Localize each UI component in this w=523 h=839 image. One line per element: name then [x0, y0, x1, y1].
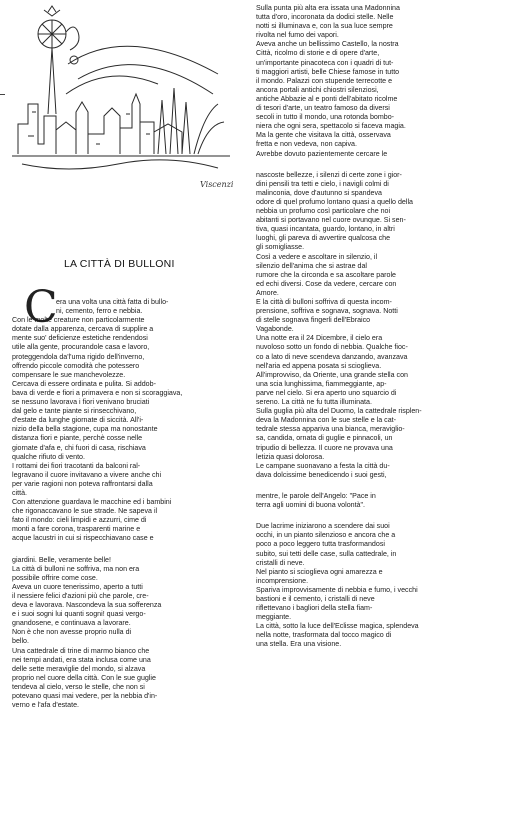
text-line: mentre, le parole dell'Angelo: "Pace in [256, 491, 376, 500]
text-line: Le campane suonavano a festa la città du- [256, 461, 390, 470]
text-line: cristalli di neve. [256, 558, 305, 567]
text-line [256, 513, 516, 522]
text-line: gnandosene, e continuava a lavorare. [12, 619, 131, 628]
text-line [256, 483, 516, 492]
text-line: Città, ricolmo di storie e di opere d'arte, [256, 49, 380, 58]
drop-cap: C [24, 282, 58, 333]
text-line: deva la Madonnina con le sue stelle e la cat- [256, 416, 396, 425]
text-line: Così a vedere e ascoltare in silenzio, il [256, 252, 378, 261]
text-line: rivolta nel fumo dei vapori. [256, 31, 339, 40]
text-line: E la città di bulloni soffriva di questa incom- [256, 298, 392, 306]
text-line: utile alla gente, procurandole casa e lavoro, [12, 343, 150, 352]
text-line: monti a fare corona, trasparenti marine e [12, 525, 141, 534]
text-line: sereno. La città ne fu tutta illuminata. [256, 398, 372, 407]
text-line: per varie ragioni non poteva raffrontarsi dalla [12, 479, 153, 488]
text-line: parve nel cielo. Si era aperto uno squarcio di [256, 388, 397, 397]
text-line [12, 547, 238, 556]
text-line: giardini. Belle, veramente belle! [12, 555, 111, 564]
text-line: odore di quel profumo lontano quasi a quello della [256, 197, 413, 206]
text-line: tiva, quasi incantata, guardo, lontano, in altri [256, 225, 395, 234]
text-line: tedrale stessa appariva una bianca, meraviglio- [256, 425, 405, 434]
text-line: co a lato di neve scendeva danzando, avanzava [256, 352, 408, 361]
text-line: verno e l'afa d'estate. [12, 701, 79, 710]
text-line: un'importante pinacoteca con i quadri di tut- [256, 58, 394, 67]
text-line: Amore. [256, 288, 279, 297]
text-line: se nessuno lavorava i fiori venivano bruciati [12, 398, 150, 407]
text-line: acque lacustri in cui si rispecchiavano case e [12, 534, 154, 543]
text-line: mente suo' deficienze estetiche rendendosi [12, 334, 148, 343]
text-line: ni, cemento, ferro e nebbia. [56, 307, 143, 316]
left-column [12, 298, 238, 710]
text-line: niera che ogni sera, spettacolo si faceva magia. [256, 122, 406, 131]
text-line: notti si illuminava e, con la sua luce sempre [256, 22, 393, 31]
text-line [256, 162, 516, 171]
text-line: nuvoloso sotto un fondo di nebbia. Qualche fioc- [256, 343, 408, 352]
text-line: Sulla punta più alta era issata una Madonnina [256, 4, 400, 12]
text-line: meggiante. [256, 613, 292, 622]
text-line: La città di bulloni ne soffriva, ma non era [12, 564, 140, 573]
text-line: Aveva anche un bellissimo Castello, la nostra [256, 40, 399, 49]
text-line: poco a poco leggero tutta trasformandosi [256, 540, 385, 549]
text-line: abitanti si portavano nel cuore ovunque. Si sen- [256, 216, 406, 225]
text-line: era una volta una città fatta di bullo- [56, 298, 169, 306]
text-line: I rottami dei fiori tracotanti da balconi ral- [12, 461, 141, 470]
text-line: luoghi, gli pareva di avvertire qualcosa che [256, 234, 391, 243]
text-line: nell'aria ed appena posata si scioglieva. [256, 361, 382, 370]
city-illustration [8, 4, 234, 184]
text-line: secoli in tutto il mondo, una rotonda bombo- [256, 113, 395, 122]
text-line: una stella. Era una visione. [256, 640, 342, 649]
text-line: ti maggiori artisti, belle Chiese famose in tutto [256, 67, 400, 76]
text-line: tutta d'oro, incoronata da dodici stelle. Nelle [256, 13, 394, 22]
text-line: silenzio dell'anima che si astrae dal [256, 261, 367, 270]
text-line: compensare le sue manchevolezze. [12, 370, 126, 379]
text-line: Una cattedrale di trine di marmo bianco che [12, 646, 150, 655]
text-line: riflettevano i bagliori della stella fiam- [256, 604, 373, 613]
text-line: Cercava di essere ordinata e pulita. Si addob- [12, 379, 156, 388]
article-title: LA CITTÀ DI BULLONI [64, 258, 175, 270]
text-line: letizia quasi dolorosa. [256, 452, 325, 461]
text-line: prensione, soffriva e sognava, sognava. Notti [256, 307, 398, 316]
text-line: dava dolcissime benedicendo i suoi gesti, [256, 470, 387, 479]
text-line: fato il mondo: cieli limpidi e azzurri, cime di [12, 516, 147, 525]
text-line: tripudio di bellezza. Il cuore ne provava una [256, 443, 393, 452]
text-line: antiche Abbazie al e ponti dell'abitato ricolme [256, 94, 398, 103]
text-line: Con attenzione guardava le macchine ed i bambini [12, 498, 172, 507]
text-line: fretta e non vedeva, non capiva. [256, 140, 357, 149]
text-line: che rigonaccavano le sue strade. Ne sapeva il [12, 507, 158, 516]
text-line: nizio della bella stagione, cupa ma nonostante [12, 425, 158, 434]
text-line: La città, sotto la luce dell'Eclisse magica, splendeva [256, 622, 419, 631]
margin-mark [0, 94, 5, 95]
text-line: terra agli uomini di buona volontà". [256, 501, 365, 510]
text-line: tendeva al cielo, verso le stelle, che non si [12, 682, 145, 691]
text-line: proprio nel cuore della città. Con le sue guglie [12, 673, 156, 682]
text-line: giornate d'afa e, chi fuori di casa, rischiava [12, 443, 146, 452]
text-line: Vagabonde. [256, 325, 294, 334]
text-line: dini pensili tra tetti e cielo, i navigli colmi di [256, 179, 389, 188]
text-line: Avrebbe dovuto pazientemente cercare le [256, 149, 388, 158]
text-line: Nel pianto si scioglieva ogni amarezza e [256, 567, 383, 576]
text-line: Ma la gente che visitava la città, osservava [256, 131, 391, 140]
text-line: il nessiere felici d'azioni più che parole, cre- [12, 592, 149, 600]
text-line: il mondo. Palazzi con stupende terrecotte e [256, 76, 393, 85]
text-line: All'improvviso, da Oriente, una grande stella con [256, 370, 408, 379]
text-line: proteggendola da'l'uma rigido dell'inverno, [12, 352, 145, 361]
text-line: Due lacrime iniziarono a scendere dai suoi [256, 522, 390, 531]
text-line: Con le molte creature non particolarmente [12, 316, 145, 325]
text-line: ancora portali antichi chiostri silenziosi, [256, 85, 379, 94]
text-line: potevano quasi mai vedere, per la nebbia d'in- [12, 692, 158, 701]
text-line: distanza fiori e piante, perchè cosse nelle [12, 434, 143, 443]
text-line: bastioni e il cemento, i cristalli di neve [256, 595, 375, 603]
text-line: subito, sui tetti delle case, sulla cattedrale, in [256, 549, 397, 558]
text-line: bello. [12, 637, 29, 646]
text-line: qualche rifiuto di vento. [12, 452, 85, 461]
text-line: nebbia un profumo così particolare che noi [256, 207, 391, 216]
text-line: dotate dalla apparenza, cercava di supplire a [12, 325, 154, 334]
text-line: di stelle sognava fingerli dell'Ebraico [256, 316, 371, 325]
text-line: incomprensione. [256, 576, 309, 585]
text-line: gli somigliasse. [256, 243, 305, 252]
text-line: nascoste bellezze, i silenzi di certe zone i gior- [256, 170, 402, 179]
right-column [256, 4, 516, 650]
text-line: nella notte, trasformata dal tocco magico di [256, 631, 392, 640]
text-line: offrendo piccole comodità che potessero [12, 361, 140, 370]
text-line: dal gelo e tante piante si rinsecchivano, [12, 407, 137, 416]
text-line: Sulla guglia più alta del Duomo, la cattedrale risplen- [256, 407, 422, 416]
text-line: delle sette meraviglie del mondo, si alzava [12, 664, 146, 673]
text-line: bava di verde e fiori a primavera e non si scoraggiava, [12, 388, 183, 397]
text-line: occhi, in un pianto silenzioso e ancora che a [256, 531, 396, 540]
text-line: malinconia, dove d'autunno si spandeva [256, 188, 382, 197]
text-line: nei tempi andati, era stata inclusa come una [12, 655, 151, 664]
text-line: sa, candida, ornata di guglie e pinnacoli, un [256, 434, 393, 443]
text-line: ed echi diversi. Cose da vedere, cercare con [256, 279, 397, 288]
text-line: una scia lunghissima, fiammeggiante, ap- [256, 379, 387, 388]
text-line: città. [12, 488, 27, 497]
text-line: Spariva improvvisamente di nebbia e fumo, i vecchi [256, 585, 418, 594]
text-line: deva e lavorava. Nascondeva la sua sofferenza [12, 601, 162, 610]
text-line: Una notte era il 24 Dicembre, il cielo era [256, 334, 383, 343]
text-line: rumore che la circonda e sa ascoltare parole [256, 270, 396, 279]
illustration-signature: Viscenzi [200, 180, 234, 189]
text-line: legravano il cuore invitavano a vivere anche chi [12, 470, 162, 479]
text-line: e i suoi sogni lui quanti sogni! quasi vergo- [12, 610, 146, 619]
text-line: Aveva un cuore tenerissimo, aperto a tutti [12, 582, 143, 591]
text-line: d'estate da lunghe giornate di siccità. All'i- [12, 416, 144, 425]
text-line: Non è che non avesse proprio nulla di [12, 628, 132, 637]
text-line: possibile offrire come cose. [12, 573, 98, 582]
text-line: di tesori d'arte, un teatro famoso da diversi [256, 104, 390, 113]
